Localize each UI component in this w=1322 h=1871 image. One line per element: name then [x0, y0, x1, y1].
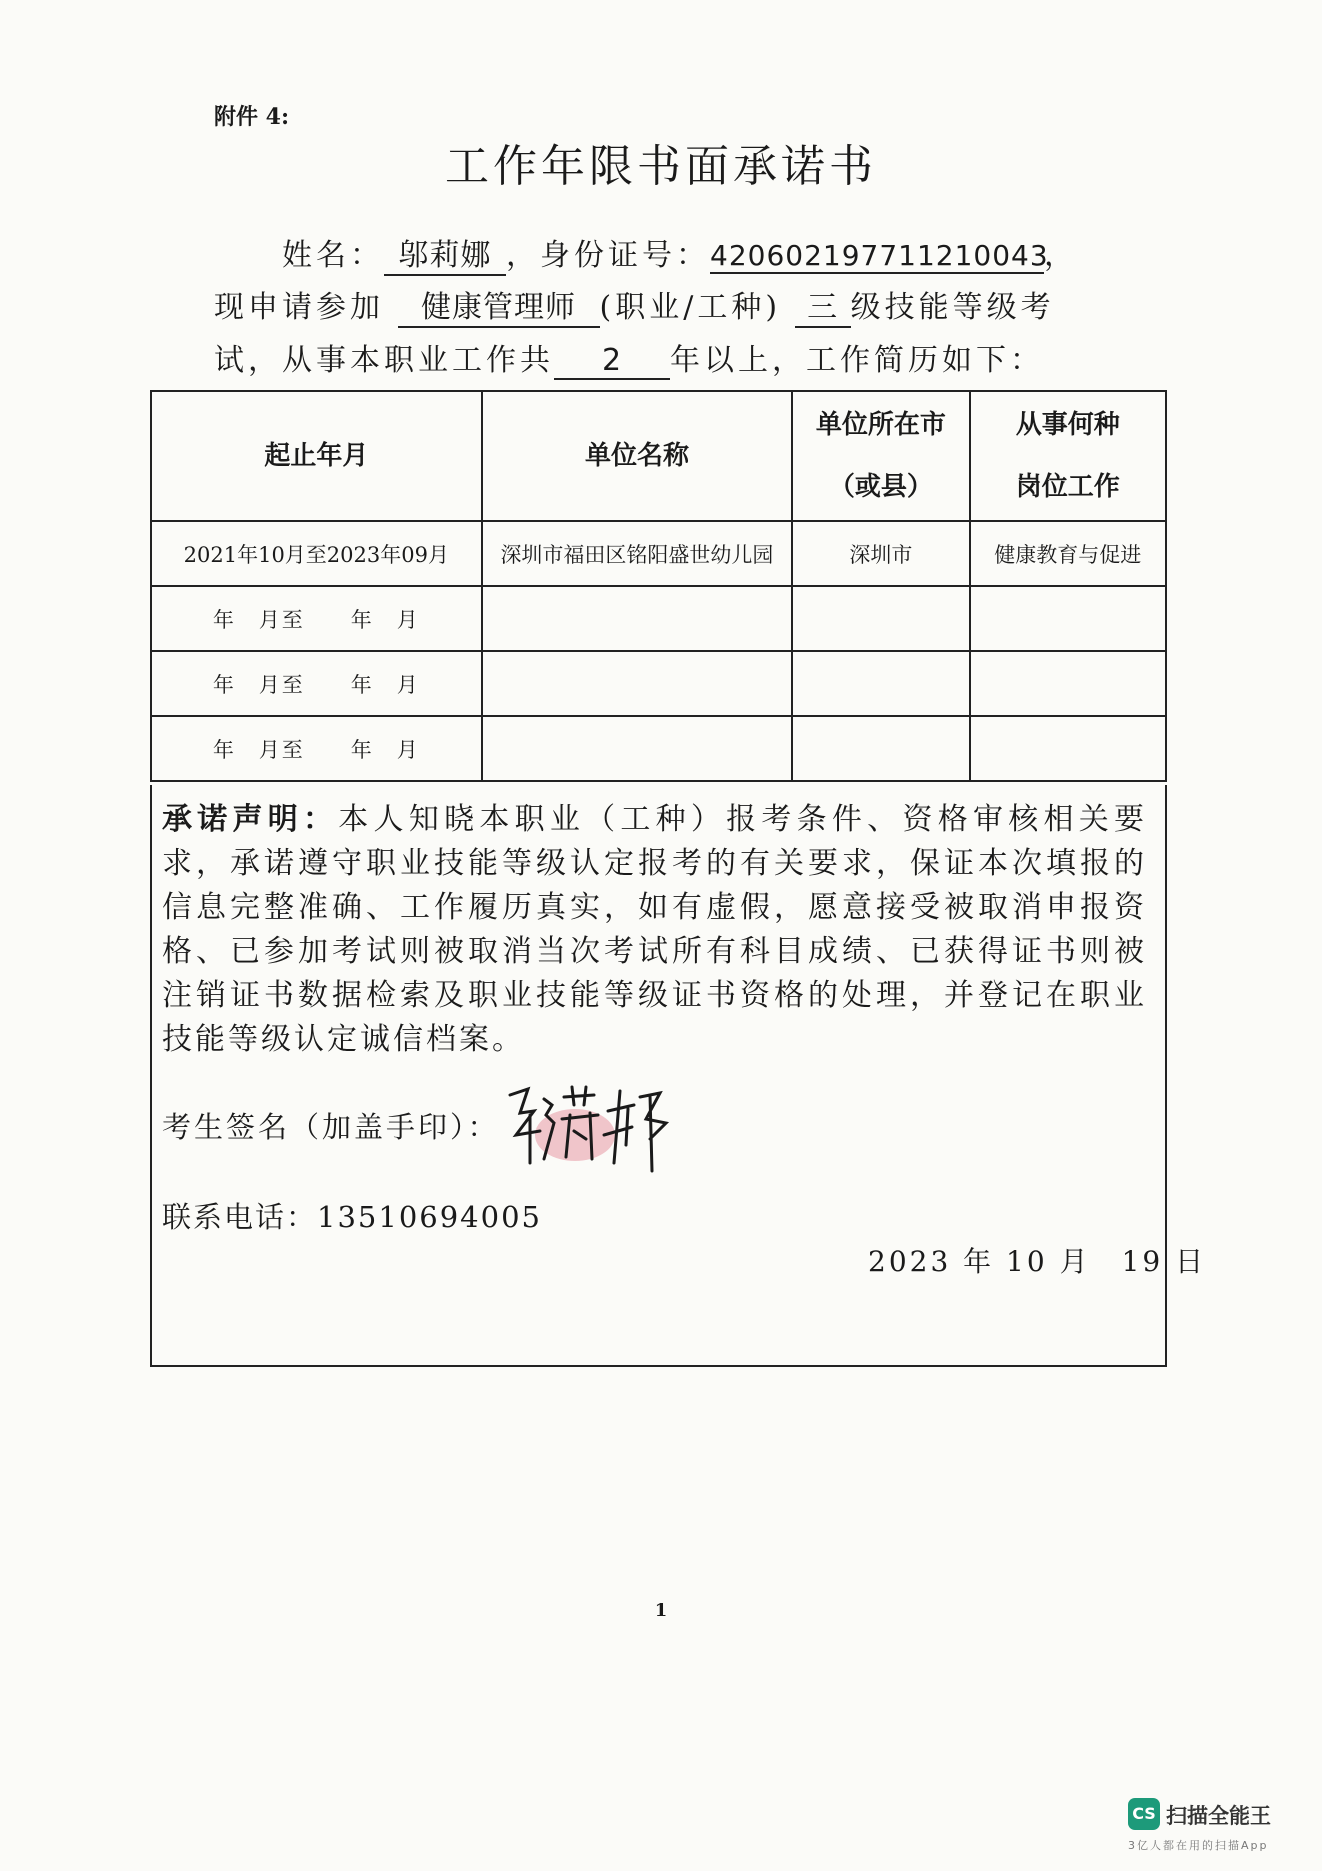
intro-line-2: [214, 282, 1055, 328]
apply-prefix: 现申请参加: [214, 290, 384, 325]
signature-label: 考生签名（加盖手印）：: [162, 1110, 500, 1144]
scanner-app-name: 扫描全能王: [1166, 1804, 1271, 1828]
work-history-table: [150, 390, 1167, 782]
declaration-text: 本人知晓本职业（工种）报考条件、资格审核相关要求，承诺遵守职业技能等级认定报考的有关要求，保证本次填报的信息完整准确、工作履历真实，如有虚假，愿意接受被取消申报资格、已参加考试则被取消当次考试所有科目成绩、已获得证书则被注销证书数据检索及职业技能等级证书资格的处理，并登记在职业技能等级认定诚信档案。: [162, 802, 1147, 1057]
phone-number: 13510694005: [317, 1200, 542, 1234]
cell-city: [792, 651, 969, 716]
header-post-line1: 从事何种: [1015, 410, 1120, 440]
cell-city: 深圳市: [792, 521, 969, 586]
cell-period: 年 月至 年 月: [151, 586, 482, 651]
name-value: 邬莉娜: [384, 230, 506, 276]
page-title: 工作年限书面承诺书: [445, 141, 877, 192]
level-value: 三: [795, 282, 851, 328]
header-post: [970, 391, 1166, 521]
cell-unit: [482, 716, 793, 781]
declaration-label: 承诺声明：: [162, 802, 339, 837]
intro-line-1: [282, 230, 1078, 276]
header-period: 起止年月: [151, 391, 482, 521]
cell-unit: [482, 586, 793, 651]
cell-unit: [482, 651, 793, 716]
table-row: [151, 651, 1166, 716]
intro-line-3: [214, 335, 1044, 380]
header-city-line1: 单位所在市: [815, 410, 946, 440]
declaration-paragraph: [162, 798, 1147, 1062]
attachment-label: 附件 4:: [214, 104, 290, 130]
id-number-value: 420602197711210043: [710, 239, 1049, 272]
phone-line: [162, 1195, 542, 1236]
phone-label: 联系电话：: [162, 1200, 318, 1234]
cell-post: [970, 586, 1166, 651]
header-city: [792, 391, 969, 521]
cell-period: 年 月至 年 月: [151, 716, 482, 781]
occupation-value: 健康管理师: [398, 282, 600, 328]
cell-period: 年 月至 年 月: [151, 651, 482, 716]
id-suffix: ，: [1044, 238, 1078, 273]
cell-post: [970, 716, 1166, 781]
table-row: [151, 521, 1166, 586]
cell-unit: 深圳市福田区铭阳盛世幼儿园: [482, 521, 793, 586]
table-header-row: [151, 391, 1166, 521]
cell-city: [792, 586, 969, 651]
years-suffix: 年以上，工作简历如下：: [670, 343, 1044, 378]
sign-date: 2023 年 10 月 19 日: [868, 1245, 1207, 1278]
handwritten-signature: [500, 1075, 680, 1175]
cell-post: [970, 651, 1166, 716]
header-city-line2: （或县）: [828, 472, 933, 502]
scanner-slogan: 3亿人都在用的扫描App: [1128, 1839, 1269, 1852]
occupation-suffix: (职业/工种): [599, 290, 782, 325]
cell-period: 2021年10月至2023年09月: [151, 521, 482, 586]
cell-post: 健康教育与促进: [970, 521, 1166, 586]
name-label: 姓名：: [282, 238, 384, 273]
years-value: 2: [554, 343, 670, 380]
table-row: [151, 586, 1166, 651]
years-prefix: 试，从事本职业工作共: [214, 343, 554, 378]
id-label: ，身份证号：: [506, 238, 710, 273]
cell-city: [792, 716, 969, 781]
page-number: 1: [654, 1600, 668, 1621]
header-unit: 单位名称: [482, 391, 793, 521]
header-post-line2: 岗位工作: [1015, 472, 1120, 502]
level-suffix: 级技能等级考: [850, 290, 1055, 325]
scanner-logo-icon: CS: [1128, 1798, 1160, 1830]
table-row: [151, 716, 1166, 781]
